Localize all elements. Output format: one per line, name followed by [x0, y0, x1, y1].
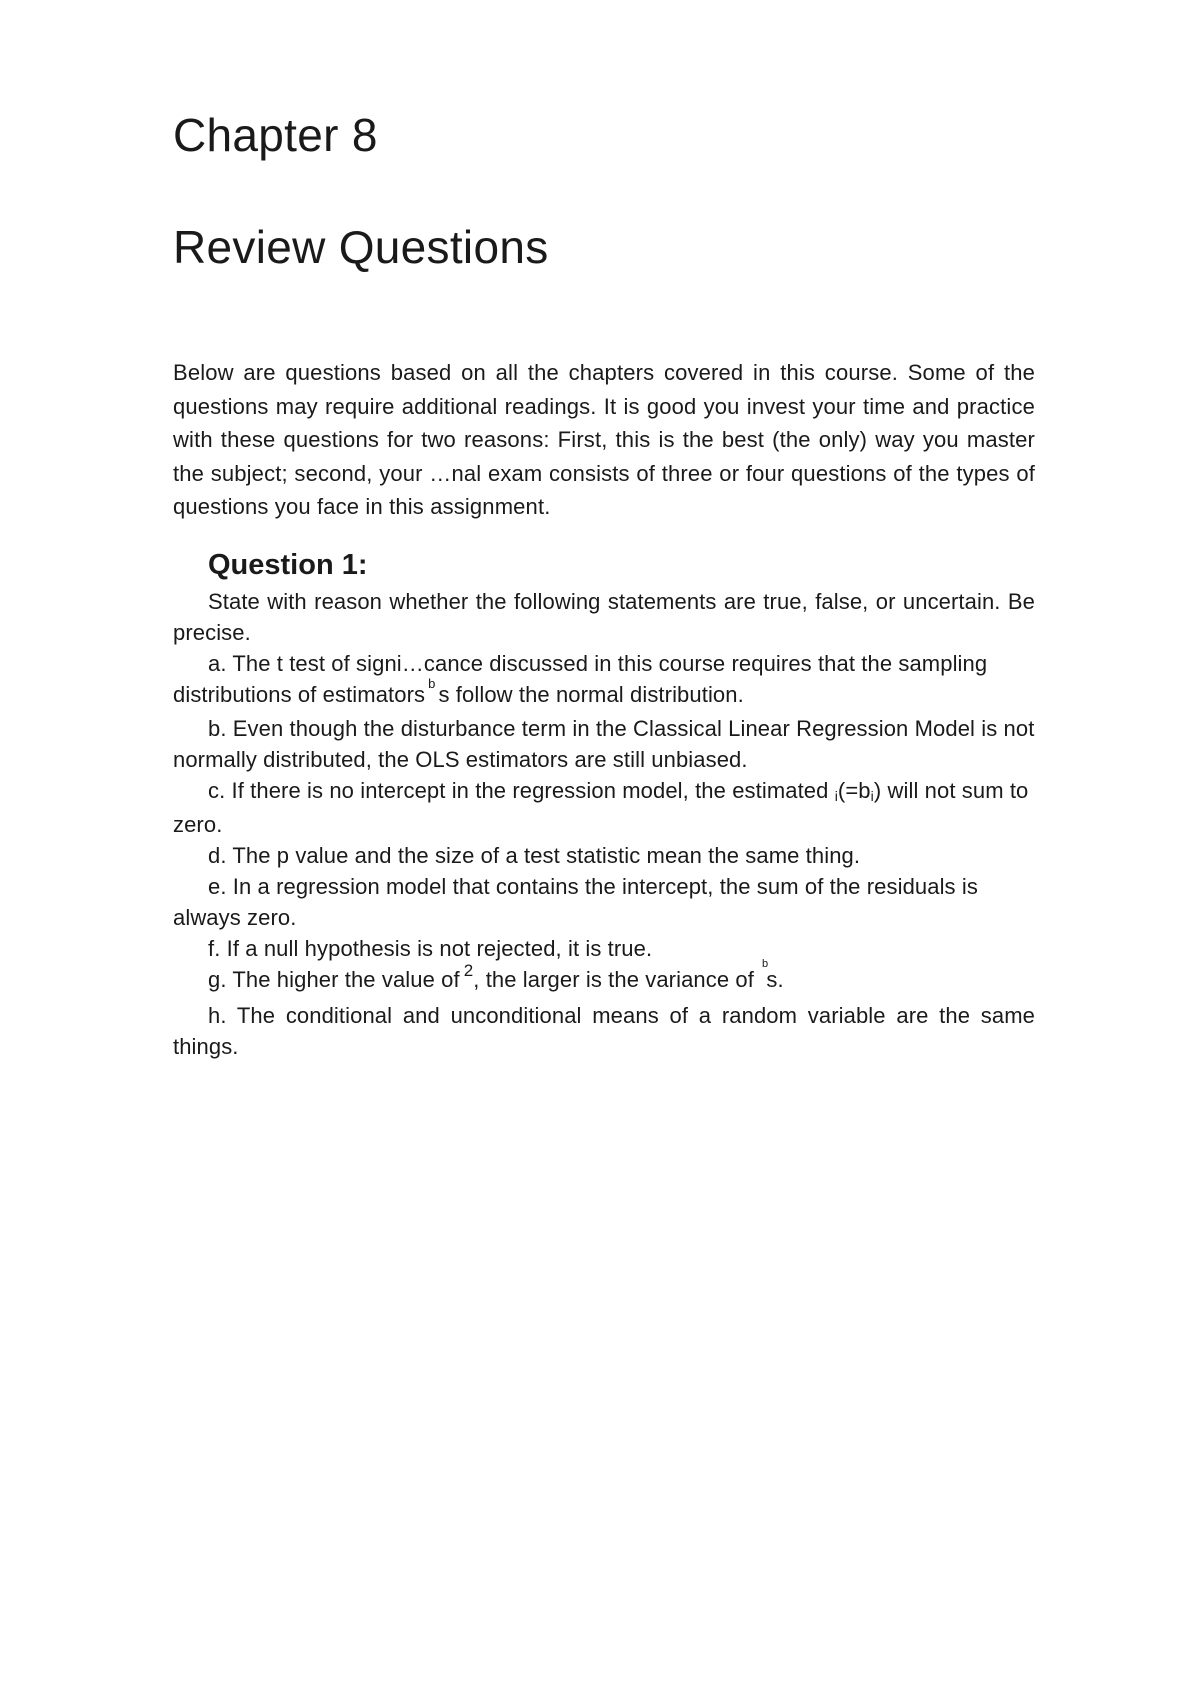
statement-b: b. Even though the disturbance term in the Classical Linear Regression Model is not normally distributed, the OLS estimators are still unbiased. — [173, 716, 1035, 772]
beta-hat-mark-second: b — [761, 958, 769, 970]
statement-a-tail: s follow the normal distribution. — [438, 682, 744, 707]
statement-c-text: c. If there is no intercept in the regression model, the estimated — [208, 778, 829, 803]
statement-c-tail: ) will not sum to zero. — [173, 778, 1029, 837]
question-instruction: State with reason whether the following statements are true, false, or uncertain. Be precise. — [173, 589, 1035, 645]
statement-d: d. The p value and the size of a test statistic mean the same thing. — [208, 843, 861, 868]
statement-c — [173, 775, 1035, 840]
statement-g-tail: s. — [766, 967, 784, 992]
question-body — [173, 586, 1035, 1062]
statement-g-middle: , the larger is the variance of — [473, 967, 754, 992]
statement-g-text: g. The higher the value of — [208, 967, 460, 992]
statement-c-middle: (=b — [837, 778, 871, 803]
section-title: Review Questions — [173, 221, 549, 273]
statement-a — [173, 648, 1035, 713]
question-heading: Question 1: — [208, 549, 368, 581]
chapter-title: Chapter 8 — [173, 109, 378, 161]
statement-h: h. The conditional and unconditional means of a random variable are the same things. — [173, 1003, 1035, 1059]
statement-a-text: a. The t test of signi…cance discussed in this course requires that the sampling distributions of estimators — [173, 651, 988, 707]
statement-e: e. In a regression model that contains the intercept, the sum of the residuals is always zero. — [173, 874, 978, 930]
beta-hat-mark: b — [428, 676, 436, 691]
statement-f: f. If a null hypothesis is not rejected, it is true. — [208, 936, 653, 961]
statement-g — [173, 958, 1035, 1000]
superscript-two: 2 — [463, 961, 474, 980]
subscript-i: i — [834, 788, 838, 804]
intro-paragraph: Below are questions based on all the chapters covered in this course. Some of the questions may require additional readings. It is good you invest your time and practice with these questions for two reasons: First, this is the best (the only) way you master the subject; second, your …nal exam consists of three or four questions of the types of questions you face in this assignment. — [173, 360, 1035, 519]
subscript-i-second: i — [870, 788, 874, 804]
